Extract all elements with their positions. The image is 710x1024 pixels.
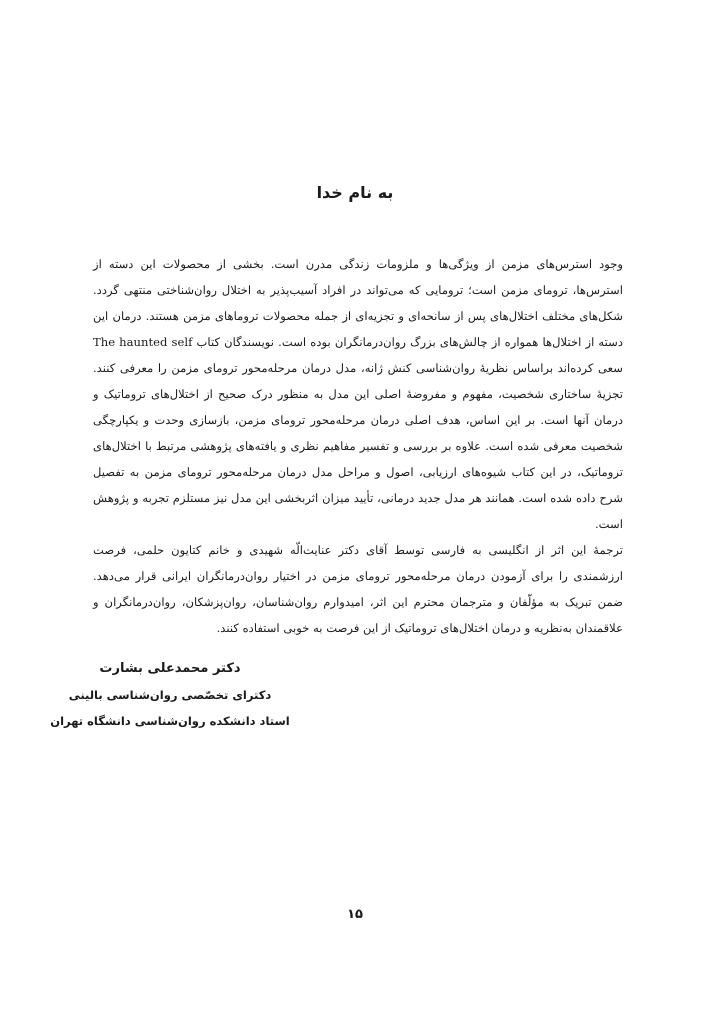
author-affiliation: استاد دانشکده روان‌شناسی دانشگاه تهران — [50, 714, 290, 728]
author-degree: دکترای تخصّصی روان‌شناسی بالینی — [68, 688, 272, 702]
page-number: ۱۵ — [347, 907, 363, 922]
paragraph-1-text-after: سعی کرده‌اند براساس نظریهٔ روان‌شناسی کنش ژانه، مدل درمان مرحله‌محور ترومای مزمن را معرفی کنند. تجزیهٔ ساختاری شخصیت، مفهوم و مفروضهٔ اصلی این مدل به منظور درک صحیح از اختلال‌های تروماتیک و درمان آنها است. بر این اساس، هدف اصلی درمان مرحله‌محور ترومای مزمن، بازسازی وحدت و یکپارچگی شخصیت معرفی شده است. علاوه بر بررسی و تفسیر مفاهیم نظری و یافته‌های پژوهشی مرتبط با اختلال‌های تروماتیک، در این کتاب شیوه‌های ارزیابی، اصول و مراحل مدل درمان مرحله‌محور ترومای مزمن به تفصیل شرح داده شده است. همانند هر مدل جدید درمانی، تأیید میزان اثربخشی این مدل نیز مستلزم تجربه و پژوهش است. — [93, 361, 623, 531]
author-name: دکتر محمدعلی بشارت — [99, 661, 241, 676]
page-heading: به نام خدا — [316, 183, 394, 202]
signature-block — [40, 656, 300, 734]
paragraph-1-text-before: وجود استرس‌های مزمن از ویژگی‌ها و ملزومات زندگی مدرن است. بخشی از محصولات این دسته از استرس‌ها، ترومای مزمن است؛ ترومایی که می‌تواند در افراد آسیب‌پذیر به اختلال روان‌شناختی منتهی گردد. شکل‌های مختلف اختلال‌های پس از سانحه‌ای و تجزیه‌ای از جمله محصولات تروماهای مزمن هستند. درمان این دسته از اختلال‌ها همواره از چالش‌های بزرگ روان‌درمانگران بوده است. نویسندگان کتاب — [93, 257, 624, 349]
foreword-body — [93, 251, 623, 641]
foreword-paragraph-1 — [93, 251, 623, 537]
foreword-paragraph-2: ترجمهٔ این اثر از انگلیسی به فارسی توسط آقای دکتر عنایت‌الّه شهیدی و خانم کتایون حلمی، فرصت ارزشمندی را برای آزمودن درمان مرحله‌محور ترومای مزمن در اختیار روان‌درمانگران ایرانی قرار می‌دهد. ضمن تبریک به مؤلّفان و مترجمان محترم این اثر، امیدوارم روان‌شناسان، روان‌پزشکان، روان‌درمانگران و علاقمندان به‌نظریه و درمان اختلال‌های تروماتیک از این فرصت به خوبی استفاده کنند. — [93, 543, 623, 635]
book-title-english: The haunted self — [93, 335, 193, 349]
